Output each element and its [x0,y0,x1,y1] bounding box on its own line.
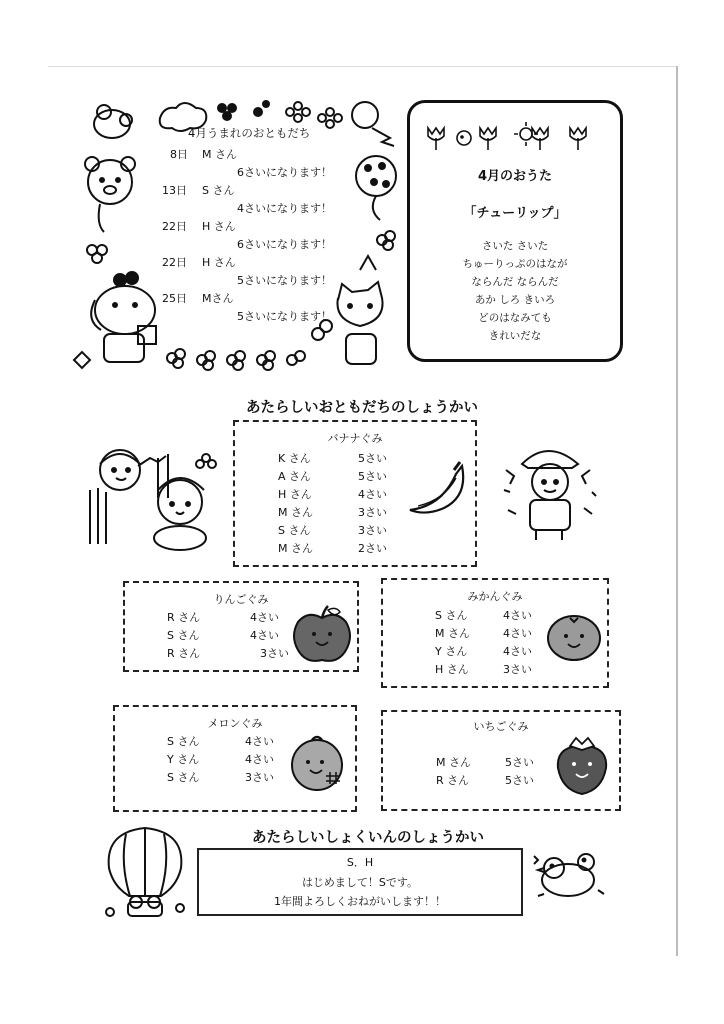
birthday-date: 13日 [162,184,187,197]
clover-icon [377,231,395,250]
member-age: 4さい [503,627,532,640]
staff-message: 1年間よろしくおねがいします！！ [274,895,446,908]
member-age: 5さい [358,452,387,465]
birthday-date: 22日 [162,220,187,233]
member-age: 4さい [358,488,387,501]
birthday-message: 6さいになります！ [237,166,332,179]
song-name: 「チューリップ」 [463,206,567,221]
lyric-line: きれいだな [488,330,542,342]
member-name: S さん [167,771,200,784]
member-age: 3さい [358,506,387,519]
orange-icon [546,608,602,664]
tulip-icon [570,128,586,150]
member-age: 4さい [503,645,532,658]
birthday-name: M さん [202,148,237,161]
tulip-row [420,118,610,158]
member-name: M さん [436,756,471,769]
lyric-line: あか しろ きいろ [474,294,556,306]
member-age: 3さい [245,771,274,784]
strawberry-icon [552,732,612,796]
member-age: 3さい [358,524,387,537]
banana-icon [404,458,466,520]
member-name: R さん [167,611,201,624]
birthday-date: 25日 [162,292,187,305]
member-age: 5さい [505,756,534,769]
member-name: R さん [167,647,201,660]
dog-icon [91,272,156,362]
tulip-icon [532,128,548,150]
chick-icon [457,131,471,145]
birthday-name: H さん [202,256,236,269]
new-friends-heading: あたらしいおともだちのしょうかい [246,400,478,416]
member-name: H さん [435,663,469,676]
melon-icon [288,734,346,792]
birthday-date: 8日 [170,148,188,161]
sun-icon [514,122,538,146]
member-age: 5さい [505,774,534,787]
class-title: いちごぐみ [473,720,529,733]
member-name: Y さん [167,753,200,766]
bear-icon [85,157,135,232]
birthday-name: S さん [202,184,235,197]
member-age: 4さい [245,735,274,748]
staff-greeting: はじめまして！Sです。 [301,876,419,889]
boy-illustration [500,440,600,545]
clover-icon [217,100,270,121]
member-name: A さん [278,470,312,483]
member-name: K さん [278,452,311,465]
member-name: M さん [435,627,470,640]
lyric-line: さいた さいた [481,240,549,252]
birthday-name: H さん [202,220,236,233]
birthday-message: 6さいになります！ [237,238,332,251]
birthday-message: 5さいになります！ [237,310,332,323]
lyric-line: ちゅーりっぷのはなが [462,258,568,270]
song-title: 4月のおうた [477,169,553,184]
lyric-line: どのはなみても [478,312,552,324]
member-age: 4さい [250,611,279,624]
balloon-icon [356,156,396,220]
tulip-icon [428,128,444,150]
member-age: 4さい [503,609,532,622]
birthday-message: 4さいになります！ [237,202,332,215]
class-title: バナナぐみ [327,432,383,445]
children-illustration [72,440,222,555]
clover-icon [167,349,305,370]
member-name: Y さん [435,645,468,658]
member-name: M さん [278,506,313,519]
birthday-date: 22日 [162,256,187,269]
member-name: S さん [167,735,200,748]
flower-icon [74,352,90,368]
member-name: M さん [278,542,313,555]
birthday-message: 5さいになります！ [237,274,332,287]
class-title: メロンぐみ [207,717,263,730]
birthday-title: 4月うまれのおともだち [188,126,311,140]
new-staff-heading: あたらしいしょくいんのしょうかい [252,830,484,846]
member-age: 2さい [358,542,387,555]
bird-icon [94,105,132,138]
birthday-name: Mさん [202,292,234,305]
member-age: 4さい [250,629,279,642]
apple-icon [292,604,352,666]
member-age: 4さい [245,753,274,766]
penguin-icon [352,102,394,146]
tulip-icon [480,128,496,150]
hot-air-balloon-illustration [100,822,190,922]
member-name: H さん [278,488,312,501]
bird-illustration [528,846,608,906]
member-name: R さん [436,774,470,787]
member-age: 3さい [260,647,289,660]
lyric-line: ならんだ ならんだ [471,276,559,288]
class-title: りんごぐみ [213,593,269,606]
member-age: 3さい [503,663,532,676]
member-name: S さん [167,629,200,642]
member-name: S さん [435,609,468,622]
member-name: S さん [278,524,311,537]
clover-icon [87,245,107,263]
member-age: 5さい [358,470,387,483]
staff-name: S．H [346,856,374,869]
class-title: みかんぐみ [467,590,523,603]
